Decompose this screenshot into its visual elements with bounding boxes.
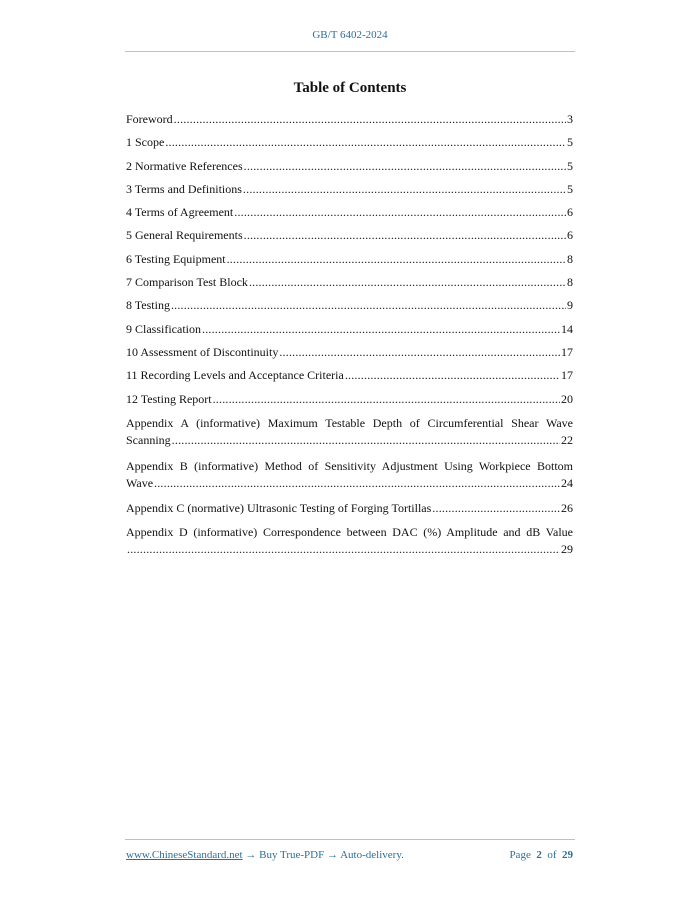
toc-entry-appendix-a[interactable]: Appendix A (informative) Maximum Testable Depth of Circumferential Shear Wave Scanning ..... 22: [126, 415, 573, 449]
total-pages: 29: [562, 849, 573, 861]
toc-entry-testing-equipment[interactable]: 6 Testing Equipment ..... 8: [126, 252, 573, 275]
toc-entry-normative-references[interactable]: 2 Normative References ..... 5: [126, 159, 573, 182]
toc-title: Table of Contents: [293, 80, 407, 96]
current-page: 2: [536, 849, 542, 861]
toc-entry-comparison-test-block[interactable]: 7 Comparison Test Block ..... 8: [126, 275, 573, 298]
running-header: GB/T 6402-2024: [312, 29, 388, 41]
website-link[interactable]: www.ChineseStandard.net: [126, 849, 243, 861]
table-of-contents: [126, 112, 573, 567]
toc-entry-terms-definitions[interactable]: 3 Terms and Definitions ..... 5: [126, 182, 573, 205]
toc-entry-scope[interactable]: 1 Scope ..... 5: [126, 135, 573, 158]
toc-entry-recording-levels[interactable]: 11 Recording Levels and Acceptance Criteria ..... 17: [126, 368, 573, 391]
toc-entry-general-requirements[interactable]: 5 General Requirements ..... 6: [126, 228, 573, 251]
toc-entry-testing[interactable]: 8 Testing ..... 9: [126, 298, 573, 321]
toc-entry-appendix-b[interactable]: Appendix B (informative) Method of Sensitivity Adjustment Using Workpiece Bottom Wave ..... 24: [126, 458, 573, 492]
footer-promo-text: → Buy True-PDF → Auto-delivery.: [242, 849, 404, 861]
page-footer: [126, 849, 573, 861]
toc-entry-testing-report[interactable]: 12 Testing Report ..... 20: [126, 392, 573, 415]
toc-entry-appendix-c[interactable]: Appendix C (normative) Ultrasonic Testing of Forging Tortillas ..... 26: [126, 501, 573, 524]
footer-divider: [125, 839, 575, 840]
toc-entry-appendix-d[interactable]: Appendix D (informative) Correspondence between DAC (%) Amplitude and dB Value ..... 29: [126, 524, 573, 558]
header-divider: [125, 51, 575, 52]
footer-promo: [126, 849, 404, 861]
toc-entry-foreword[interactable]: Foreword ..... 3: [126, 112, 573, 135]
page-number: Page 2 of 29: [509, 849, 573, 861]
toc-entry-classification[interactable]: 9 Classification ..... 14: [126, 322, 573, 345]
toc-entry-assessment-discontinuity[interactable]: 10 Assessment of Discontinuity ..... 17: [126, 345, 573, 368]
toc-entry-terms-agreement[interactable]: 4 Terms of Agreement ..... 6: [126, 205, 573, 228]
